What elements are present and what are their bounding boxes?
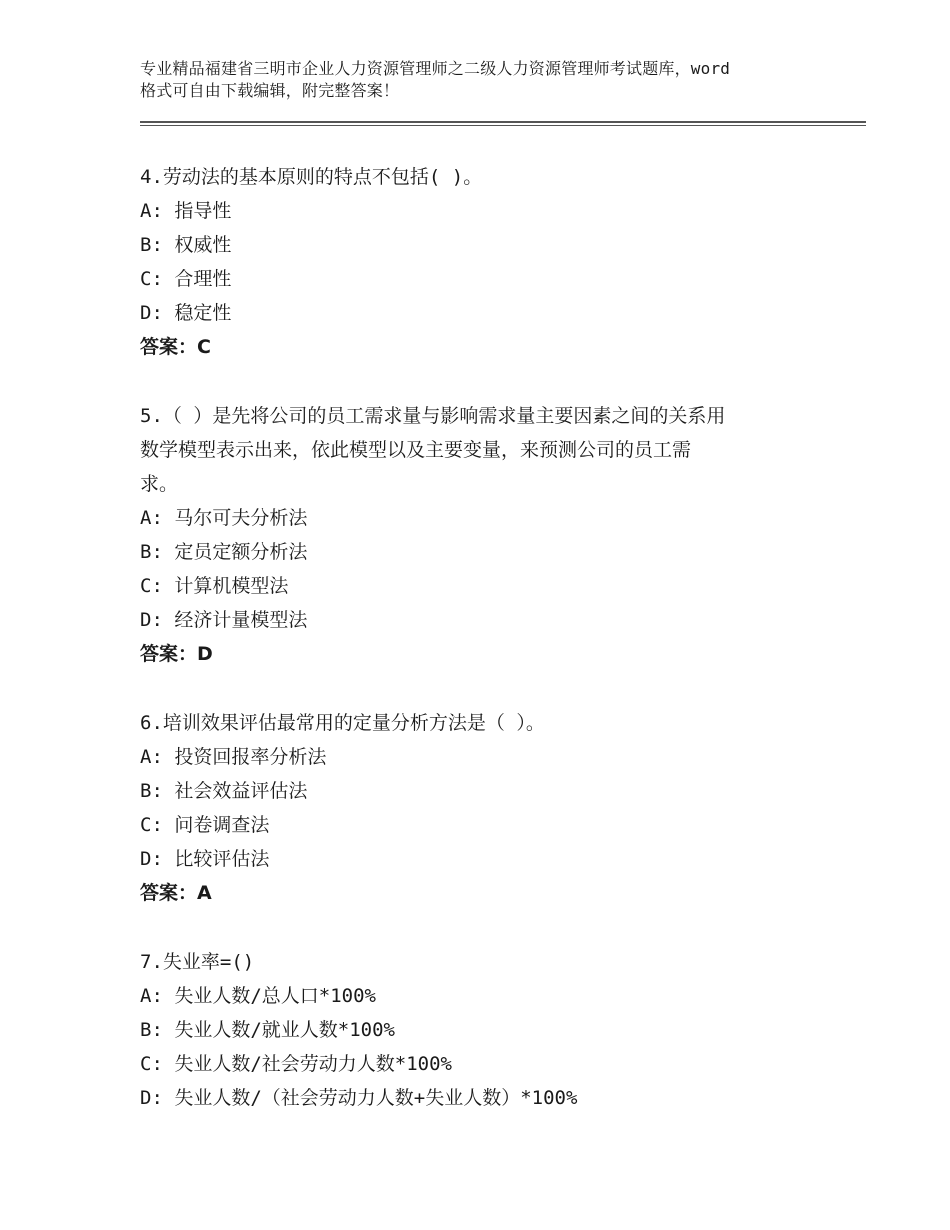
option-a: A: 投资回报率分析法 — [140, 746, 327, 768]
question-5 — [140, 399, 830, 671]
question-stem: 4.劳动法的基本原则的特点不包括( )。 — [140, 166, 483, 188]
option-b: B: 社会效益评估法 — [140, 780, 308, 802]
header-divider-thick — [140, 121, 866, 123]
question-7 — [140, 945, 830, 1115]
answer-label: 答案：C — [140, 336, 211, 358]
question-stem-line-3: 求。 — [140, 473, 179, 495]
question-6 — [140, 706, 830, 910]
document-header — [140, 58, 830, 102]
answer-label: 答案：D — [140, 643, 213, 665]
option-c: C: 问卷调查法 — [140, 814, 270, 836]
header-divider-thin — [140, 125, 866, 126]
question-4 — [140, 160, 830, 364]
option-b: B: 失业人数/就业人数*100% — [140, 1019, 395, 1041]
answer-label: 答案：A — [140, 882, 212, 904]
question-stem: 6.培训效果评估最常用的定量分析方法是（ ）。 — [140, 712, 545, 734]
header-line-2: 格式可自由下载编辑，附完整答案！ — [140, 81, 400, 100]
option-c: C: 计算机模型法 — [140, 575, 289, 597]
question-stem-line-2: 数学模型表示出来，依此模型以及主要变量，来预测公司的员工需 — [140, 439, 692, 461]
option-a: A: 指导性 — [140, 200, 232, 222]
header-line-1: 专业精品福建省三明市企业人力资源管理师之二级人力资源管理师考试题库，word — [140, 59, 731, 78]
option-c: C: 失业人数/社会劳动力人数*100% — [140, 1053, 452, 1075]
question-stem: 7.失业率=() — [140, 951, 255, 973]
question-stem-line-1: 5.（ ）是先将公司的员工需求量与影响需求量主要因素之间的关系用 — [140, 405, 726, 427]
option-d: D: 经济计量模型法 — [140, 609, 308, 631]
option-a: A: 失业人数/总人口*100% — [140, 985, 376, 1007]
option-b: B: 权威性 — [140, 234, 232, 256]
option-d: D: 比较评估法 — [140, 848, 270, 870]
option-d: D: 稳定性 — [140, 302, 232, 324]
option-c: C: 合理性 — [140, 268, 232, 290]
option-b: B: 定员定额分析法 — [140, 541, 308, 563]
option-d: D: 失业人数/（社会劳动力人数+失业人数）*100% — [140, 1087, 578, 1109]
option-a: A: 马尔可夫分析法 — [140, 507, 308, 529]
